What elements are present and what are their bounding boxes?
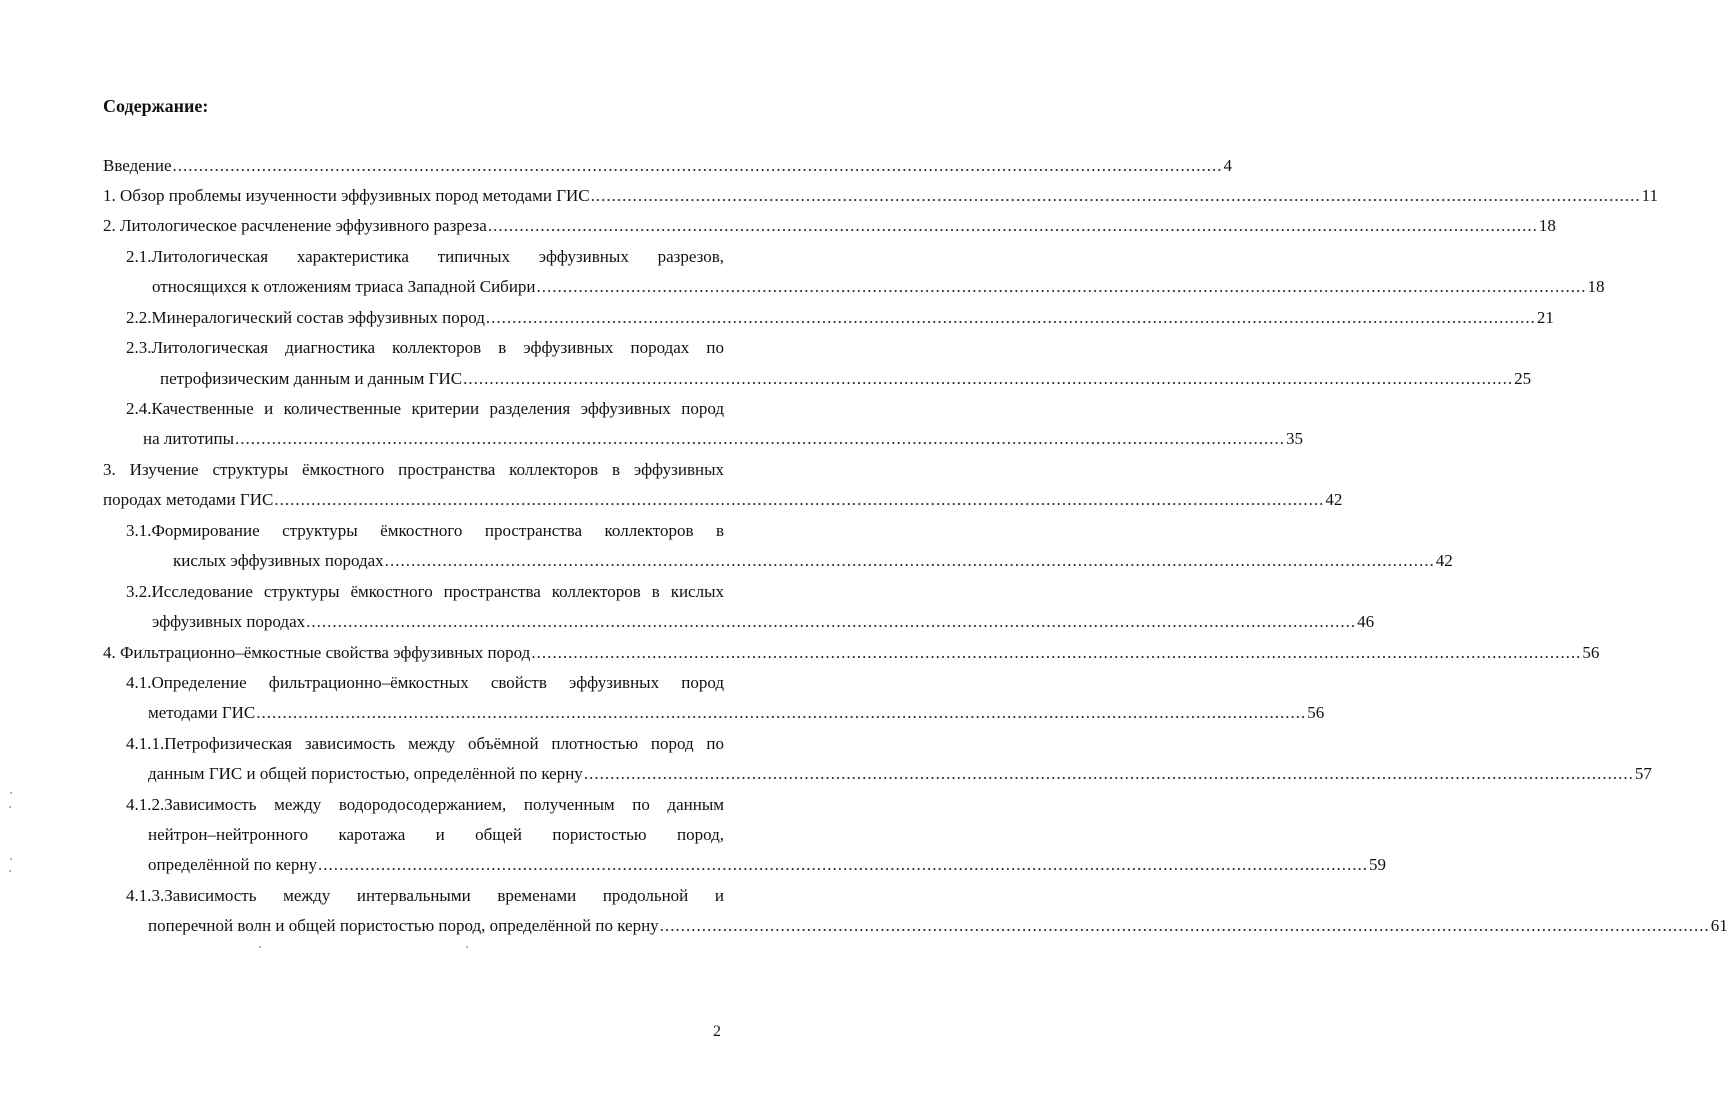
toc-leader: ........................................................................................................................................................................................................ bbox=[536, 277, 1587, 296]
toc-entry-section-4-1-2-cont: нейтрон–нейтронного каротажа и общей пористостью пород, bbox=[148, 825, 724, 844]
toc-page-number: 18 bbox=[1587, 277, 1605, 296]
toc-entry-section-2-1: 2.1.Литологическая характеристика типичных эффузивных разрезов, bbox=[126, 247, 724, 266]
toc-leader: ........................................................................................................................................................................................................ bbox=[384, 551, 1435, 570]
toc-page-number: 18 bbox=[1538, 216, 1556, 235]
toc-page-number: 61 bbox=[1710, 916, 1728, 935]
toc-leader: ........................................................................................................................................................................................................ bbox=[274, 490, 1325, 509]
scan-speck bbox=[9, 806, 11, 808]
toc-entry-section-3-1-cont bbox=[173, 551, 1453, 571]
toc-leader: ........................................................................................................................................................................................................ bbox=[485, 308, 1536, 327]
toc-entry-section-3-cont bbox=[103, 490, 1343, 510]
toc-entry-section-4-1: 4.1.Определение фильтрационно–ёмкостных свойств эффузивных пород bbox=[126, 673, 724, 692]
toc-leader: ........................................................................................................................................................................................................ bbox=[463, 369, 1514, 388]
toc-leader: ........................................................................................................................................................................................................ bbox=[659, 916, 1710, 935]
toc-page-number: 56 bbox=[1307, 703, 1325, 722]
toc-entry-section-4-1-cont bbox=[148, 703, 1325, 723]
toc-entry-section-2-4: 2.4.Качественные и количественные критерии разделения эффузивных пород bbox=[126, 399, 724, 418]
scan-speck bbox=[466, 946, 468, 948]
toc-leader: ........................................................................................................................................................................................................ bbox=[487, 216, 1538, 235]
toc-entry-text: на литотипы bbox=[143, 429, 235, 448]
toc-entry-section-3-1: 3.1.Формирование структуры ёмкостного пространства коллекторов в bbox=[126, 521, 724, 540]
toc-entry-section-2 bbox=[103, 216, 1556, 236]
toc-entry-section-4 bbox=[103, 643, 1600, 663]
toc-leader: ........................................................................................................................................................................................................ bbox=[318, 855, 1369, 874]
toc-entry-section-3-2-cont bbox=[152, 612, 1375, 632]
toc-entry-section-2-2 bbox=[126, 308, 1554, 328]
toc-entry-section-4-1-2: 4.1.2.Зависимость между водородосодержанием, полученным по данным bbox=[126, 795, 724, 814]
toc-entry-text: кислых эффузивных породах bbox=[173, 551, 384, 570]
toc-entry-text: Введение bbox=[103, 156, 172, 175]
toc-leader: ........................................................................................................................................................................................................ bbox=[531, 643, 1582, 662]
toc-entry-text: относящихся к отложениям триаса Западной Сибири bbox=[152, 277, 536, 296]
toc-page-number: 42 bbox=[1325, 490, 1343, 509]
page-number: 2 bbox=[713, 1023, 721, 1040]
toc-page-number: 4 bbox=[1223, 156, 1233, 175]
toc-page-number: 56 bbox=[1582, 643, 1600, 662]
toc-entry-text: петрофизическим данным и данным ГИС bbox=[160, 369, 463, 388]
toc-page-number: 57 bbox=[1634, 764, 1652, 783]
toc-page-number: 25 bbox=[1514, 369, 1532, 388]
toc-page-number: 35 bbox=[1286, 429, 1304, 448]
scan-speck bbox=[10, 792, 12, 794]
scan-speck bbox=[9, 870, 11, 872]
toc-entry-text: 2. Литологическое расчленение эффузивного разреза bbox=[103, 216, 487, 235]
toc-entry-section-1 bbox=[103, 186, 1659, 206]
toc-entry-section-2-3: 2.3.Литологическая диагностика коллекторов в эффузивных породах по bbox=[126, 338, 724, 357]
toc-page-number: 46 bbox=[1357, 612, 1375, 631]
toc-entry-section-4-1-3: 4.1.3.Зависимость между интервальными временами продольной и bbox=[126, 886, 724, 905]
toc-entry-text: эффузивных породах bbox=[152, 612, 306, 631]
toc-entry-section-4-1-1: 4.1.1.Петрофизическая зависимость между объёмной плотностью пород по bbox=[126, 734, 724, 753]
scan-speck bbox=[259, 946, 261, 948]
toc-entry-section-4-1-3-cont bbox=[148, 916, 1728, 936]
toc-page-number: 21 bbox=[1536, 308, 1554, 327]
toc-leader: ........................................................................................................................................................................................................ bbox=[172, 156, 1223, 175]
toc-entry-text: методами ГИС bbox=[148, 703, 256, 722]
toc-entry-text: 2.2.Минералогический состав эффузивных пород bbox=[126, 308, 485, 327]
toc-entry-section-3-2: 3.2.Исследование структуры ёмкостного пространства коллекторов в кислых bbox=[126, 582, 724, 601]
toc-leader: ........................................................................................................................................................................................................ bbox=[306, 612, 1357, 631]
toc-entry-text: данным ГИС и общей пористостью, определённой по керну bbox=[148, 764, 583, 783]
toc-entry-section-2-4-cont bbox=[143, 429, 1304, 449]
contents-heading: Содержание: bbox=[103, 96, 209, 116]
toc-leader: ........................................................................................................................................................................................................ bbox=[583, 764, 1634, 783]
toc-entry-text: поперечной волн и общей пористостью пород, определённой по керну bbox=[148, 916, 659, 935]
scan-speck bbox=[10, 858, 12, 860]
toc-entry-text: определённой по керну bbox=[148, 855, 318, 874]
toc-leader: ........................................................................................................................................................................................................ bbox=[235, 429, 1286, 448]
toc-page-number: 42 bbox=[1435, 551, 1453, 570]
toc-entry-section-4-1-2-cont2 bbox=[148, 855, 1387, 875]
toc-entry-text: 4. Фильтрационно–ёмкостные свойства эффузивных пород bbox=[103, 643, 531, 662]
toc-entry-text: 1. Обзор проблемы изученности эффузивных пород методами ГИС bbox=[103, 186, 590, 205]
toc-entry-section-3: 3. Изучение структуры ёмкостного пространства коллекторов в эффузивных bbox=[103, 460, 724, 479]
toc-entry-section-4-1-1-cont bbox=[148, 764, 1652, 784]
toc-entry-section-2-3-cont bbox=[160, 369, 1532, 389]
toc-entry-intro bbox=[103, 156, 1233, 176]
toc-entry-text: породах методами ГИС bbox=[103, 490, 274, 509]
toc-entry-section-2-1-cont bbox=[152, 277, 1605, 297]
toc-leader: ........................................................................................................................................................................................................ bbox=[590, 186, 1641, 205]
toc-page-number: 59 bbox=[1369, 855, 1387, 874]
toc-leader: ........................................................................................................................................................................................................ bbox=[256, 703, 1307, 722]
toc-page-number: 11 bbox=[1641, 186, 1659, 205]
